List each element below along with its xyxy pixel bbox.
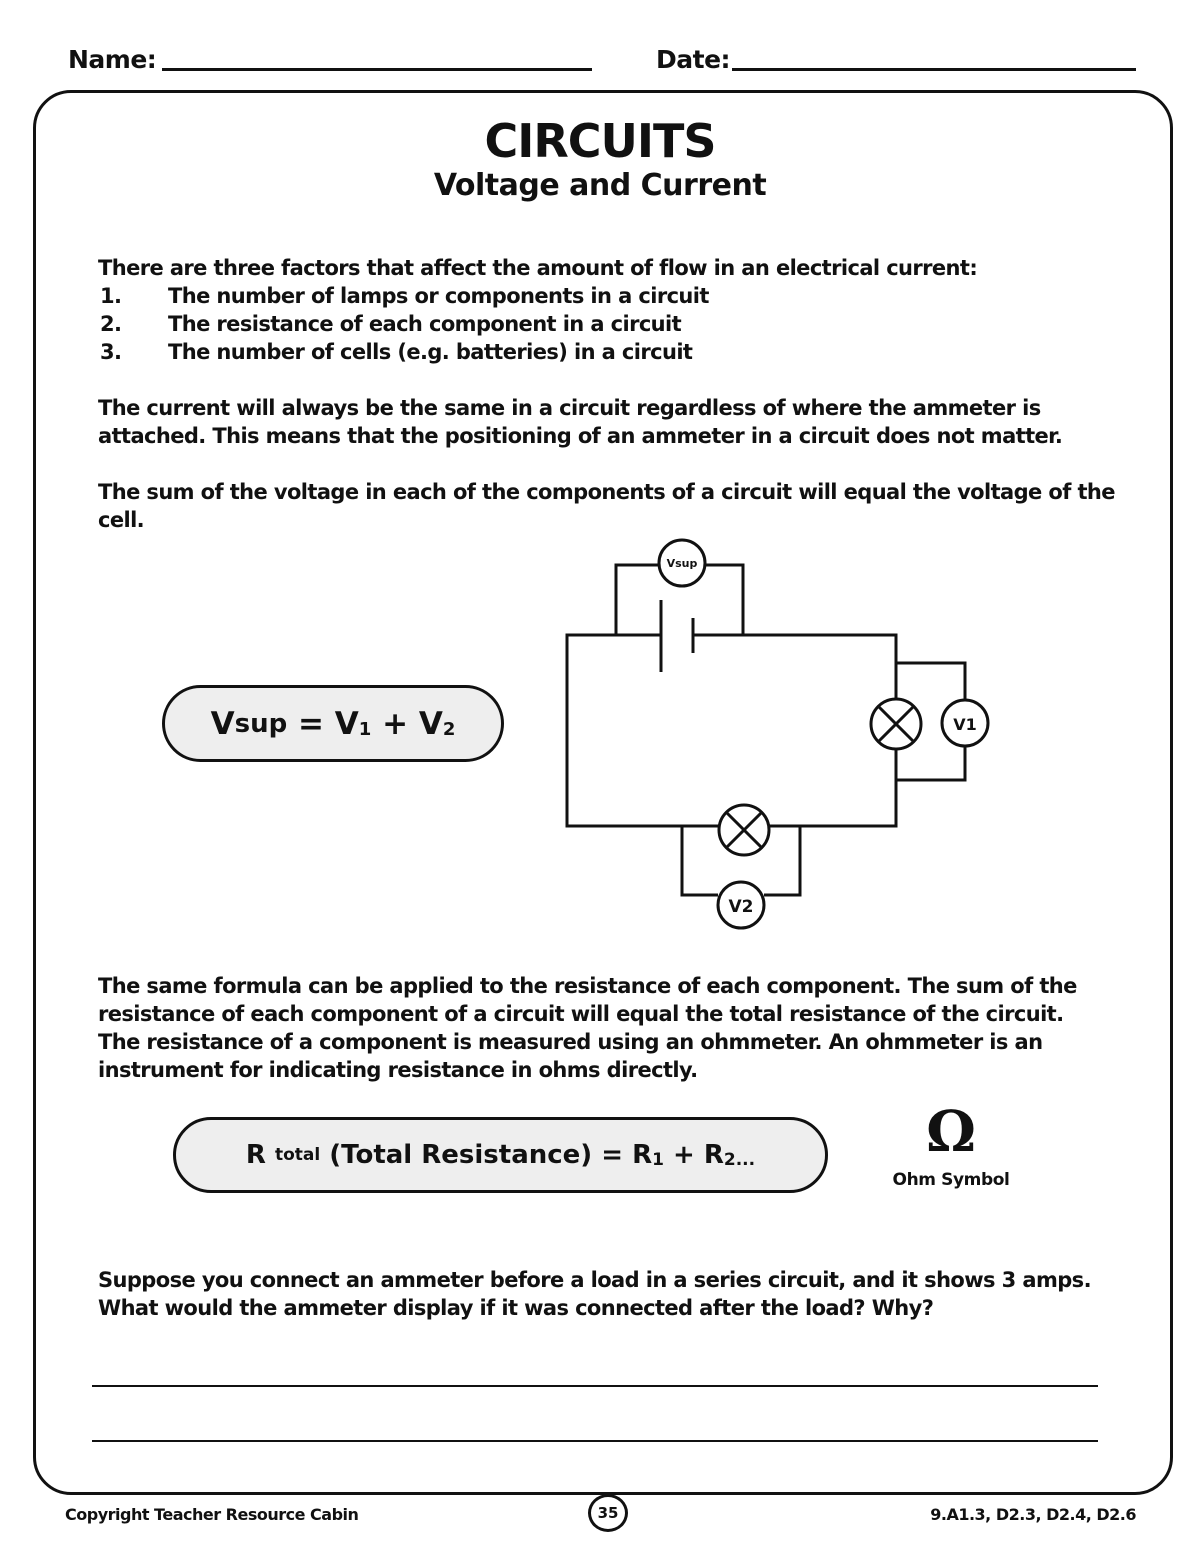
formula-term: = R (601, 1140, 653, 1170)
question-text: Suppose you connect an ammeter before a load in a series circuit, and it shows 3 amps. What would the ammeter display if it was connected after the load? Why? (98, 1268, 1091, 1320)
circuit-wire (693, 635, 896, 826)
formula-operator: = (287, 705, 335, 742)
voltage-paragraph: The sum of the voltage in each of the components of a circuit will equal the voltage of the cell. (98, 480, 1115, 532)
formula-term: V (210, 705, 235, 742)
answer-line[interactable] (92, 1440, 1098, 1442)
formula-term: V (334, 705, 359, 742)
resistance-text: The same formula can be applied to the resistance of each component. The sum of the resistance of each component of a circuit will equal the total resistance of the circuit. The resistance of a component is measured using an ohmmeter. An (98, 974, 1077, 1054)
list-text: The resistance of each component in a circuit (168, 312, 682, 336)
formula-subscript: 2... (723, 1150, 756, 1170)
page-subtitle: Voltage and Current (433, 168, 767, 203)
vsup-label: Vsup (666, 557, 698, 570)
formula-subscript: sup (234, 708, 288, 739)
intro-text: There are three factors that affect the amount of flow in an electrical current: (98, 256, 978, 280)
circuit-wire (567, 635, 726, 826)
date-label: Date: (656, 45, 731, 74)
ohm-icon: Ω (926, 1099, 976, 1165)
formula-term: + R (663, 1140, 724, 1170)
name-label: Name: (68, 45, 157, 74)
circuit-wire (616, 565, 660, 635)
answer-line[interactable] (92, 1385, 1098, 1387)
resistance-formula (173, 1117, 828, 1193)
page-number: 35 (588, 1494, 628, 1532)
copyright-text: Copyright Teacher Resource Cabin (65, 1505, 359, 1524)
circuit-wire (704, 565, 743, 635)
list-text: The number of lamps or components in a circuit (168, 284, 709, 308)
formula-subscript: 1 (358, 719, 372, 740)
resistance-paragraph (98, 972, 1108, 1084)
formula-subscript: 1 (652, 1150, 664, 1170)
ohm-label: Ohm Symbol (892, 1170, 1010, 1190)
formula-subscript: 2 (442, 719, 456, 740)
list-number: 3. (100, 340, 122, 364)
resistance-text: is an instrument for indicating resistance in ohms directly. (98, 1030, 1043, 1082)
current-paragraph: The current will always be the same in a circuit regardless of where the ammeter is attached. This means that the positioning of an ammeter in a circuit does not matter. (98, 396, 1063, 448)
v1-label: V1 (953, 715, 977, 734)
formula-term: V (418, 705, 443, 742)
formula-operator: + (371, 705, 419, 742)
circuit-wire (896, 746, 965, 780)
standards-text: 9.A1.3, D2.3, D2.4, D2.6 (930, 1505, 1136, 1524)
circuit-wire (896, 663, 965, 700)
ohmmeter-term: ohmmeter (865, 1030, 983, 1054)
list-number: 2. (100, 312, 122, 336)
list-number: 1. (100, 284, 122, 308)
formula-subscript: total (275, 1145, 321, 1165)
formula-label: (Total Resistance) (320, 1140, 602, 1170)
list-text: The number of cells (e.g. batteries) in a circuit (168, 340, 693, 364)
formula-term: R (245, 1140, 275, 1170)
v2-label: V2 (728, 897, 754, 917)
page-title: CIRCUITS (484, 114, 716, 168)
circuit-wire (682, 826, 718, 895)
